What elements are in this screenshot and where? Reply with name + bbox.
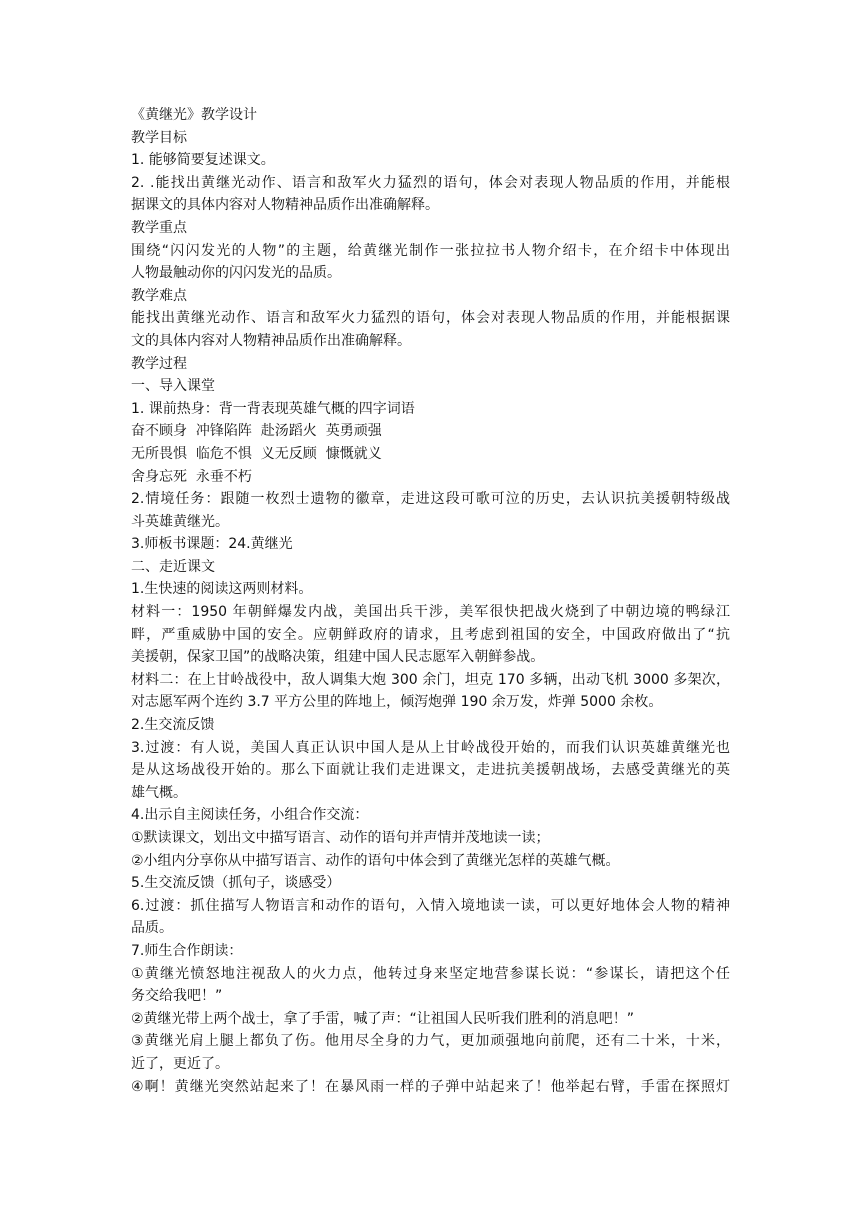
subsection-heading: 二、走近课文 [131, 558, 215, 575]
word-list-line: 奋不顾身 冲锋陷阵 赴汤蹈火 英勇顽强 [131, 423, 382, 440]
subsection-heading: 一、导入课堂 [131, 378, 215, 395]
paragraph-line: 7.师生合作朗读： [131, 942, 243, 959]
paragraph-line: 1. 能够简要复述课文。 [131, 152, 275, 169]
paragraph-line: 品质。 [131, 920, 173, 937]
paragraph-line: ①黄继光愤怒地注视敌人的火力点，他转过身来坚定地营参谋长说：“参谋长，请把这个任 [131, 965, 730, 982]
section-heading: 教学重点 [131, 219, 187, 236]
paragraph-line: 斗英雄黄继光。 [131, 513, 229, 530]
paragraph-line: ①默读课文，划出文中描写语言、动作的语句并声情并茂地读一读； [131, 830, 550, 846]
document-body [131, 104, 730, 1098]
paragraph-line: ②小组内分享你从中描写语言、动作的语句中体会到了黄继光怎样的英雄气概。 [131, 852, 620, 869]
paragraph-line: 务交给我吧！” [131, 988, 223, 1005]
section-heading: 教学目标 [131, 129, 187, 146]
paragraph-line: 美援朝，保家卫国”的战略决策，组建中国人民志愿军入朝鲜参战。 [131, 649, 545, 666]
paragraph-line: 6.过渡：抓住描写人物语言和动作的语句，入情入境地读一读，可以更好地体会人物的精神 [131, 897, 730, 914]
paragraph-line: 材料一：1950 年朝鲜爆发内战，美国出兵干涉，美军很快把战火烧到了中朝边境的鸭绿江 [131, 604, 730, 621]
paragraph-line: 4.出示自主阅读任务，小组合作交流： [131, 807, 369, 824]
paragraph-line: 近了，更近了。 [131, 1055, 229, 1072]
paragraph-line: 畔，严重威胁中国的安全。应朝鲜政府的请求，且考虑到祖国的安全，中国政府做出了“抗 [131, 626, 730, 643]
paragraph-line: 5.生交流反馈（抓句子，谈感受） [131, 875, 341, 892]
paragraph-line: 2. .能找出黄继光动作、语言和敌军火力猛烈的语句，体会对表现人物品质的作用，并能根 [131, 174, 730, 191]
paragraph-line: ②黄继光带上两个战士，拿了手雷，喊了声：“让祖国人民听我们胜利的消息吧！” [131, 1010, 635, 1027]
paragraph-line: ④啊！黄继光突然站起来了！在暴风雨一样的子弹中站起来了！他举起右臂，手雷在探照灯 [131, 1078, 730, 1095]
paragraph-line: ③黄继光肩上腿上都负了伤。他用尽全身的力气，更加顽强地向前爬，还有二十米，十米， [131, 1033, 730, 1050]
paragraph-line: 据课文的具体内容对人物精神品质作出准确解释。 [131, 197, 439, 214]
section-heading: 教学难点 [131, 287, 187, 304]
paragraph-line: 雄气概。 [131, 784, 187, 801]
paragraph-line: 对志愿军两个连约 3.7 平方公里的阵地上，倾泻炮弹 190 余万发，炸弹 5000 余枚。 [131, 694, 663, 711]
paragraph-line: 能找出黄继光动作、语言和敌军火力猛烈的语句，体会对表现人物品质的作用，并能根据课 [131, 310, 730, 327]
paragraph-line: 材料二：在上甘岭战役中，敌人调集大炮 300 余门，坦克 170 多辆，出动飞机 3000 多架次， [131, 671, 730, 688]
paragraph-line: 1.生快速的阅读这两则材料。 [131, 581, 313, 598]
paragraph-line: 1. 课前热身：背一背表现英雄气概的四字词语 [131, 400, 415, 417]
paragraph-line: 3.师板书课题：24.黄继光 [131, 536, 293, 553]
word-list-line: 无所畏惧 临危不惧 义无反顾 慷慨就义 [131, 445, 382, 462]
paragraph-line: 人物最触动你的闪闪发光的品质。 [131, 265, 341, 282]
paragraph-line: 3.过渡：有人说，美国人真正认识中国人是从上甘岭战役开始的，而我们认识英雄黄继光也 [131, 739, 730, 756]
section-heading: 教学过程 [131, 355, 187, 372]
word-list-line: 舍身忘死 永垂不朽 [131, 468, 252, 485]
paragraph-line: 围绕“闪闪发光的人物”的主题，给黄继光制作一张拉拉书人物介绍卡，在介绍卡中体现出 [131, 242, 730, 259]
doc-title: 《黄继光》教学设计 [131, 107, 257, 123]
paragraph-line: 2.情境任务：跟随一枚烈士遗物的徽章，走进这段可歌可泣的历史，去认识抗美援朝特级战 [131, 491, 730, 508]
paragraph-line: 2.生交流反馈 [131, 717, 215, 734]
paragraph-line: 是从这场战役开始的。那么下面就让我们走进课文，走进抗美援朝战场，去感受黄继光的英 [131, 762, 730, 779]
paragraph-line: 文的具体内容对人物精神品质作出准确解释。 [131, 332, 411, 349]
